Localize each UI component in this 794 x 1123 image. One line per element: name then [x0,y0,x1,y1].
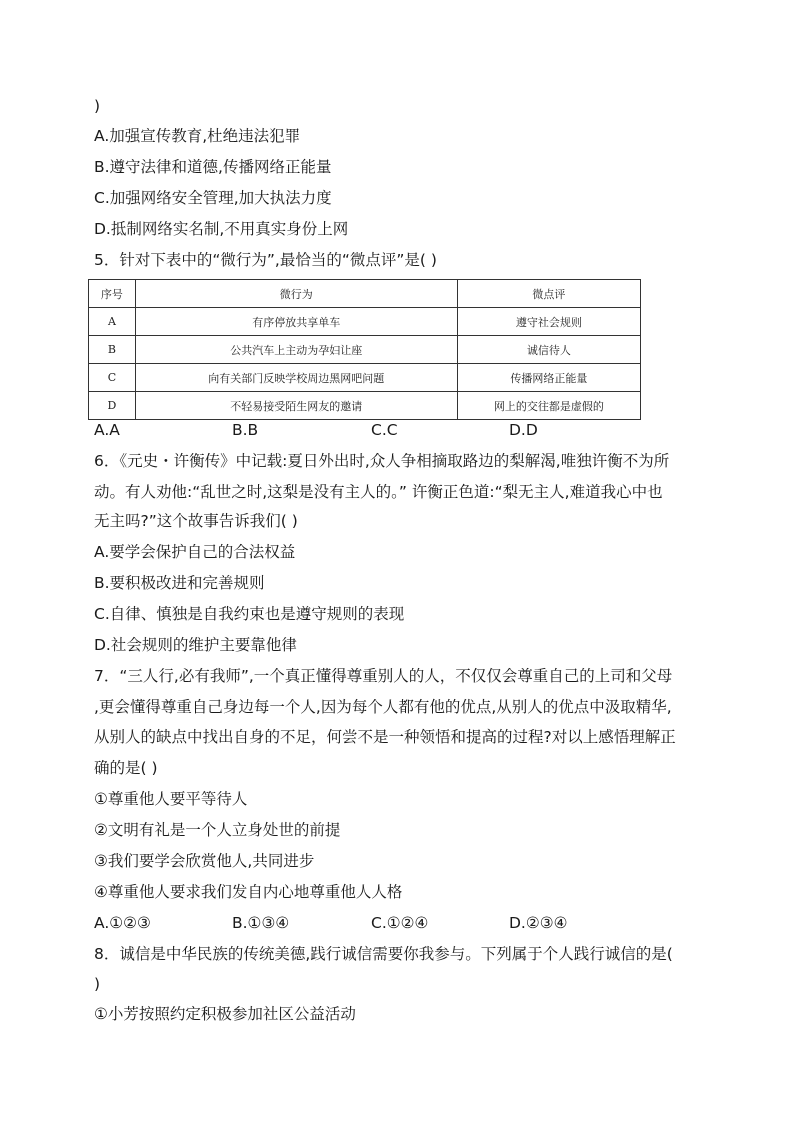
q4-option-b: B.遵守法律和道德,传播网络正能量 [94,158,332,176]
q7-answer-d: D.②③④ [509,914,568,932]
q4-close-paren: ) [94,97,101,115]
row-index: C [89,364,136,392]
q7-stem-line-3: 从别人的缺点中找出自身的不足，何尝不是一种领悟和提高的过程?对以上感悟理解正 [94,728,676,746]
q4-option-a: A.加强宣传教育,杜绝违法犯罪 [94,127,301,145]
row-behavior: 向有关部门反映学校周边黑网吧问题 [135,364,457,392]
q7-stem-line-4: 确的是( ) [94,759,158,777]
q8-item-1: ①小芳按照约定积极参加社区公益活动 [94,1005,356,1023]
row-behavior: 有序停放共享单车 [135,308,457,336]
row-index: A [89,308,136,336]
q5-stem: 5．针对下表中的“微行为”,最恰当的“微点评”是( ) [94,251,437,269]
row-comment: 遵守社会规则 [457,308,640,336]
q6-option-c: C.自律、慎独是自我约束也是遵守规则的表现 [94,605,405,623]
row-index: D [89,392,136,420]
table-header-row [89,280,641,308]
row-behavior: 公共汽车上主动为孕妇让座 [135,336,457,364]
q7-answer-a: A.①②③ [94,914,151,932]
q6-option-a: A.要学会保护自己的合法权益 [94,543,296,561]
q7-item-1: ①尊重他人要平等待人 [94,790,248,808]
table-row [89,336,641,364]
q8-stem-line-1: 8．诚信是中华民族的传统美德,践行诚信需要你我参与。下列属于个人践行诚信的是( [94,945,673,963]
table-row [89,364,641,392]
q4-option-d: D.抵制网络实名制,不用真实身份上网 [94,220,349,238]
q8-stem-line-2: ) [94,975,101,993]
header-micro-behavior: 微行为 [135,280,457,308]
q5-answer-c: C.C [371,421,398,439]
q7-stem-line-2: ,更会懂得尊重自己身边每一个人,因为每个人都有他的优点,从别人的优点中汲取精华, [94,698,672,716]
row-comment: 诚信待人 [457,336,640,364]
q7-stem-line-1: 7．“三人行,必有我师”,一个真正懂得尊重别人的人，不仅仅会尊重自己的上司和父母 [94,667,673,685]
micro-behavior-table [88,279,641,420]
q7-answer-b: B.①③④ [232,914,290,932]
q6-stem-line-2: 动。有人劝他:“乱世之时,这梨是没有主人的。” 许衡正色道:“梨无主人,难道我心中也 [94,483,663,501]
q6-option-b: B.要积极改进和完善规则 [94,574,265,592]
q5-answer-a: A.A [94,421,120,439]
q7-answer-c: C.①②④ [371,914,429,932]
header-micro-comment: 微点评 [457,280,640,308]
row-index: B [89,336,136,364]
q7-item-4: ④尊重他人要求我们发自内心地尊重他人人格 [94,883,403,901]
q5-answer-d: D.D [509,421,538,439]
table-row [89,392,641,420]
q4-option-c: C.加强网络安全管理,加大执法力度 [94,189,332,207]
q6-stem-line-1: 6．《元史・许衡传》中记载:夏日外出时,众人争相摘取路边的梨解渴,唯独许衡不为所 [94,452,670,470]
q7-item-3: ③我们要学会欣赏他人,共同进步 [94,852,315,870]
q6-stem-line-3: 无主吗?”这个故事告诉我们( ) [94,512,298,530]
row-comment: 传播网络正能量 [457,364,640,392]
q7-item-2: ②文明有礼是一个人立身处世的前提 [94,821,341,839]
header-index: 序号 [89,280,136,308]
row-behavior: 不轻易接受陌生网友的邀请 [135,392,457,420]
q5-answer-b: B.B [232,421,259,439]
row-comment: 网上的交往都是虚假的 [457,392,640,420]
q6-option-d: D.社会规则的维护主要靠他律 [94,636,297,654]
table-row [89,308,641,336]
